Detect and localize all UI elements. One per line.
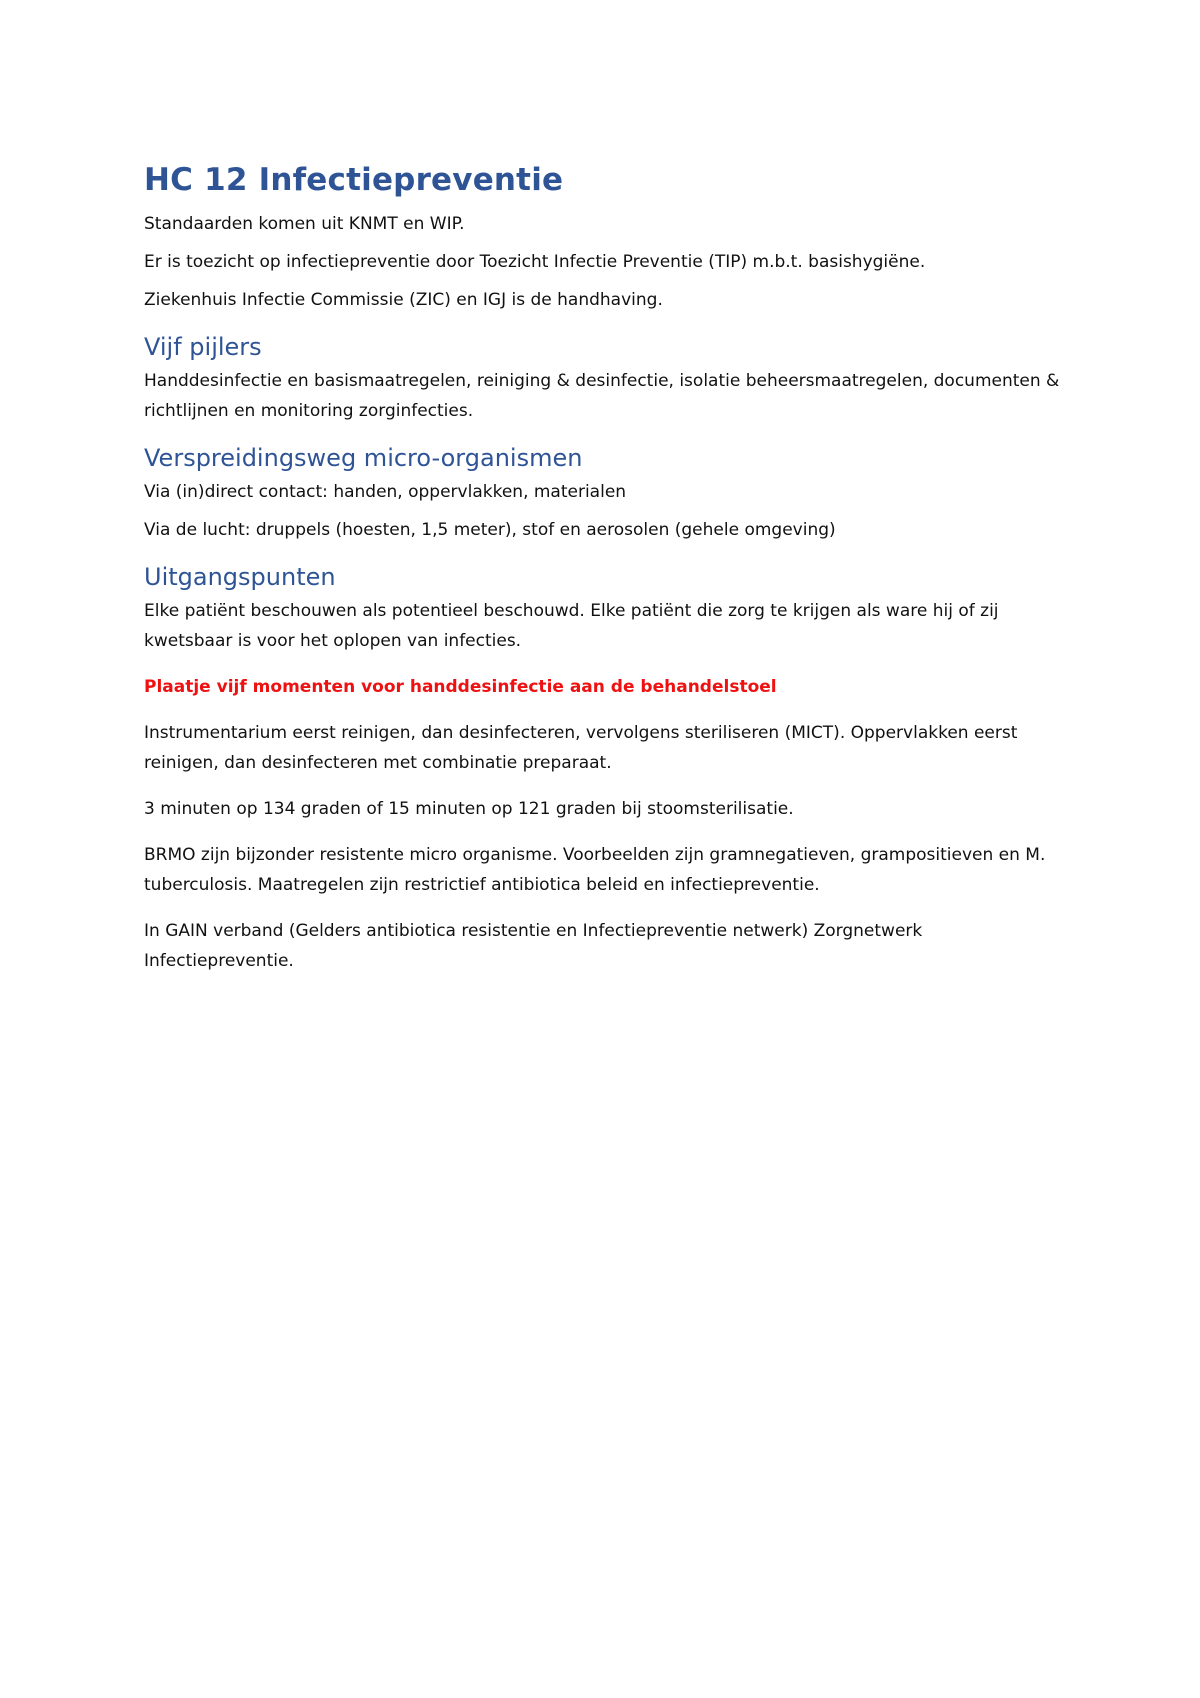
- section-paragraph: 3 minuten op 134 graden of 15 minuten op 121 graden bij stoomsterilisatie.: [144, 798, 794, 819]
- intro-paragraph-2: Er is toezicht op infectiepreventie door Toezicht Infectie Preventie (TIP) m.b.t. basishygiëne.: [144, 252, 926, 273]
- document-title: HC 12 Infectiepreventie: [144, 162, 564, 198]
- document-body: [144, 162, 1064, 992]
- intro-paragraph-1: Standaarden komen uit KNMT en WIP.: [144, 214, 465, 235]
- section-paragraph: Handdesinfectie en basismaatregelen, reiniging & desinfectie, isolatie beheersmaatregelen, documenten & richtlijnen en monitoring zorginfecties.: [144, 370, 1060, 421]
- intro-paragraph-3: Ziekenhuis Infectie Commissie (ZIC) en IGJ is de handhaving.: [144, 290, 663, 311]
- section-paragraph: In GAIN verband (Gelders antibiotica resistentie en Infectiepreventie netwerk) Zorgnetwerk Infectiepreventie.: [144, 920, 923, 971]
- section-paragraph: Via (in)direct contact: handen, oppervlakken, materialen: [144, 481, 627, 502]
- section-paragraph: Instrumentarium eerst reinigen, dan desinfecteren, vervolgens steriliseren (MICT). Oppervlakken eerst reinigen, dan desinfecteren met combinatie preparaat.: [144, 722, 1018, 773]
- section-paragraph: Via de lucht: druppels (hoesten, 1,5 meter), stof en aerosolen (gehele omgeving): [144, 519, 836, 540]
- image-placeholder-note: Plaatje vijf momenten voor handdesinfectie aan de behandelstoel: [144, 676, 777, 697]
- section-heading-uitgangspunten: Uitgangspunten: [144, 562, 336, 591]
- section-heading-vijf-pijlers: Vijf pijlers: [144, 333, 262, 362]
- section-heading-verspreidingsweg: Verspreidingsweg micro-organismen: [144, 443, 583, 472]
- section-paragraph: Elke patiënt beschouwen als potentieel beschouwd. Elke patiënt die zorg te krijgen als ware hij of zij kwetsbaar is voor het oplopen van infecties.: [144, 600, 999, 651]
- section-paragraph: BRMO zijn bijzonder resistente micro organisme. Voorbeelden zijn gramnegatieven, grampositieven en M. tuberculosis. Maatregelen zijn restrictief antibiotica beleid en infectiepreventie.: [144, 844, 1046, 895]
